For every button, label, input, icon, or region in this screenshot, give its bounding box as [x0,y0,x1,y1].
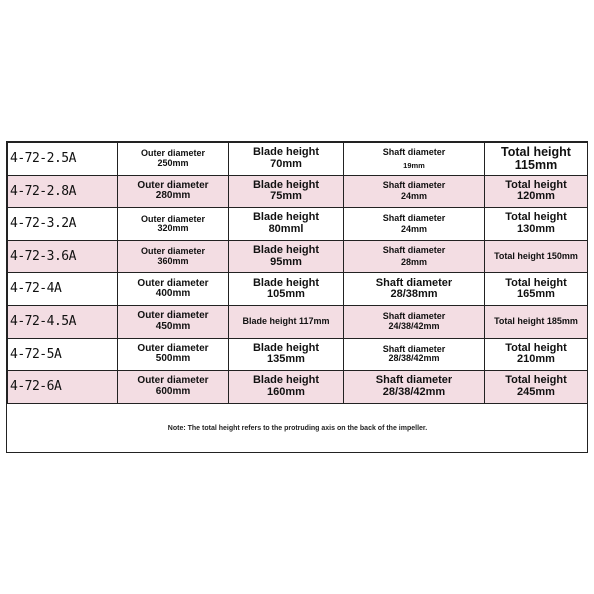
blade-height-cell: Blade height 135mm [229,338,344,371]
shaft-diameter-cell: Shaft diameter 24mm [344,175,485,208]
model-cell: 4-72-6A [8,371,118,404]
total-height-cell: Total height 115mm [485,143,588,176]
shaft-diameter-cell: Shaft diameter 28/38/42mm [344,338,485,371]
shaft-diameter-cell: Shaft diameter 28mm [344,240,485,273]
table-row [8,305,588,338]
shaft-diameter-cell: Shaft diameter 24mm [344,208,485,241]
model-cell: 4-72-2.5A [8,143,118,176]
blade-height-cell: Blade height 160mm [229,371,344,404]
table-row [8,208,588,241]
table-row [8,338,588,371]
blade-height-cell: Blade height 80mml [229,208,344,241]
shaft-diameter-cell: Shaft diameter 28/38/42mm [344,371,485,404]
table-row [8,143,588,176]
outer-diameter-cell: Outer diameter 450mm [118,305,229,338]
spec-table-sheet [6,141,588,453]
footnote: Note: The total height refers to the protruding axis on the back of the impeller. [167,424,428,432]
model-cell: 4-72-3.6A [8,240,118,273]
total-height-cell: Total height 245mm [485,371,588,404]
table-row [8,273,588,306]
blade-height-cell: Blade height 95mm [229,240,344,273]
table-row [8,371,588,404]
model-cell: 4-72-3.2A [8,208,118,241]
table-row [8,175,588,208]
outer-diameter-cell: Outer diameter 400mm [118,273,229,306]
model-cell: 4-72-5A [8,338,118,371]
blade-height-cell: Blade height 70mm [229,143,344,176]
total-height-cell: Total height 130mm [485,208,588,241]
outer-diameter-cell: Outer diameter 250mm [118,143,229,176]
total-height-cell: Total height 165mm [485,273,588,306]
impeller-spec-table [7,142,588,453]
shaft-diameter-cell: Shaft diameter 24/38/42mm [344,305,485,338]
outer-diameter-cell: Outer diameter 280mm [118,175,229,208]
total-height-cell: Total height 120mm [485,175,588,208]
outer-diameter-cell: Outer diameter 320mm [118,208,229,241]
shaft-diameter-cell: Shaft diameter 19mm [344,143,485,176]
blade-height-cell: Blade height 105mm [229,273,344,306]
model-cell: 4-72-4.5A [8,305,118,338]
total-height-cell: Total height 185mm [485,305,588,338]
outer-diameter-cell: Outer diameter 360mm [118,240,229,273]
table-row [8,240,588,273]
total-height-cell: Total height 150mm [485,240,588,273]
blade-height-cell: Blade height 75mm [229,175,344,208]
shaft-diameter-cell: Shaft diameter 28/38mm [344,273,485,306]
total-height-cell: Total height 210mm [485,338,588,371]
outer-diameter-cell: Outer diameter 600mm [118,371,229,404]
model-cell: 4-72-4A [8,273,118,306]
model-cell: 4-72-2.8A [8,175,118,208]
outer-diameter-cell: Outer diameter 500mm [118,338,229,371]
note-row [8,403,588,453]
blade-height-cell: Blade height 117mm [229,305,344,338]
